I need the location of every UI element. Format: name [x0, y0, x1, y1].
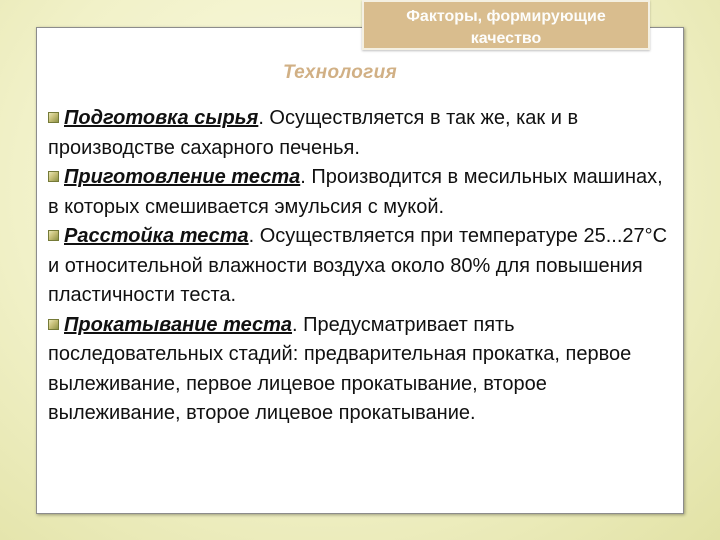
tab-title-line2: качество: [470, 30, 542, 47]
square-bullet-icon: [48, 112, 59, 123]
list-item: [48, 163, 668, 222]
list-item: [48, 104, 668, 163]
item-text: . Осуществляется при температуре 25...27°С и относительной влажности воздуха около 80% для повышения пластичности теста.: [48, 225, 668, 306]
item-term: Приготовление теста: [64, 166, 301, 188]
item-text: . Осуществляется в так же, как и в производстве сахарного печенья.: [48, 107, 579, 159]
square-bullet-icon: [48, 171, 59, 182]
tab-title-line1: Факторы, формирующие: [406, 8, 606, 25]
item-text: . Производится в месильных машинах, в которых смешивается эмульсия с мукой.: [48, 166, 663, 218]
section-tab: [362, 0, 650, 50]
item-term: Подготовка сырья: [64, 107, 259, 129]
list-item: [48, 311, 668, 429]
page-subtitle: Технология: [283, 62, 397, 83]
bullet-list: [48, 104, 668, 429]
square-bullet-icon: [48, 319, 59, 330]
item-text: . Предусматривает пять последовательных стадий: предварительная прокатка, первое вылеживание, первое лицевое прокатывание, второе вылеживание, второе лицевое прокатывание.: [48, 313, 632, 424]
square-bullet-icon: [48, 230, 59, 241]
item-term: Расстойка теста: [64, 225, 249, 247]
item-term: Прокатывание теста: [64, 313, 293, 336]
list-item: [48, 222, 668, 311]
